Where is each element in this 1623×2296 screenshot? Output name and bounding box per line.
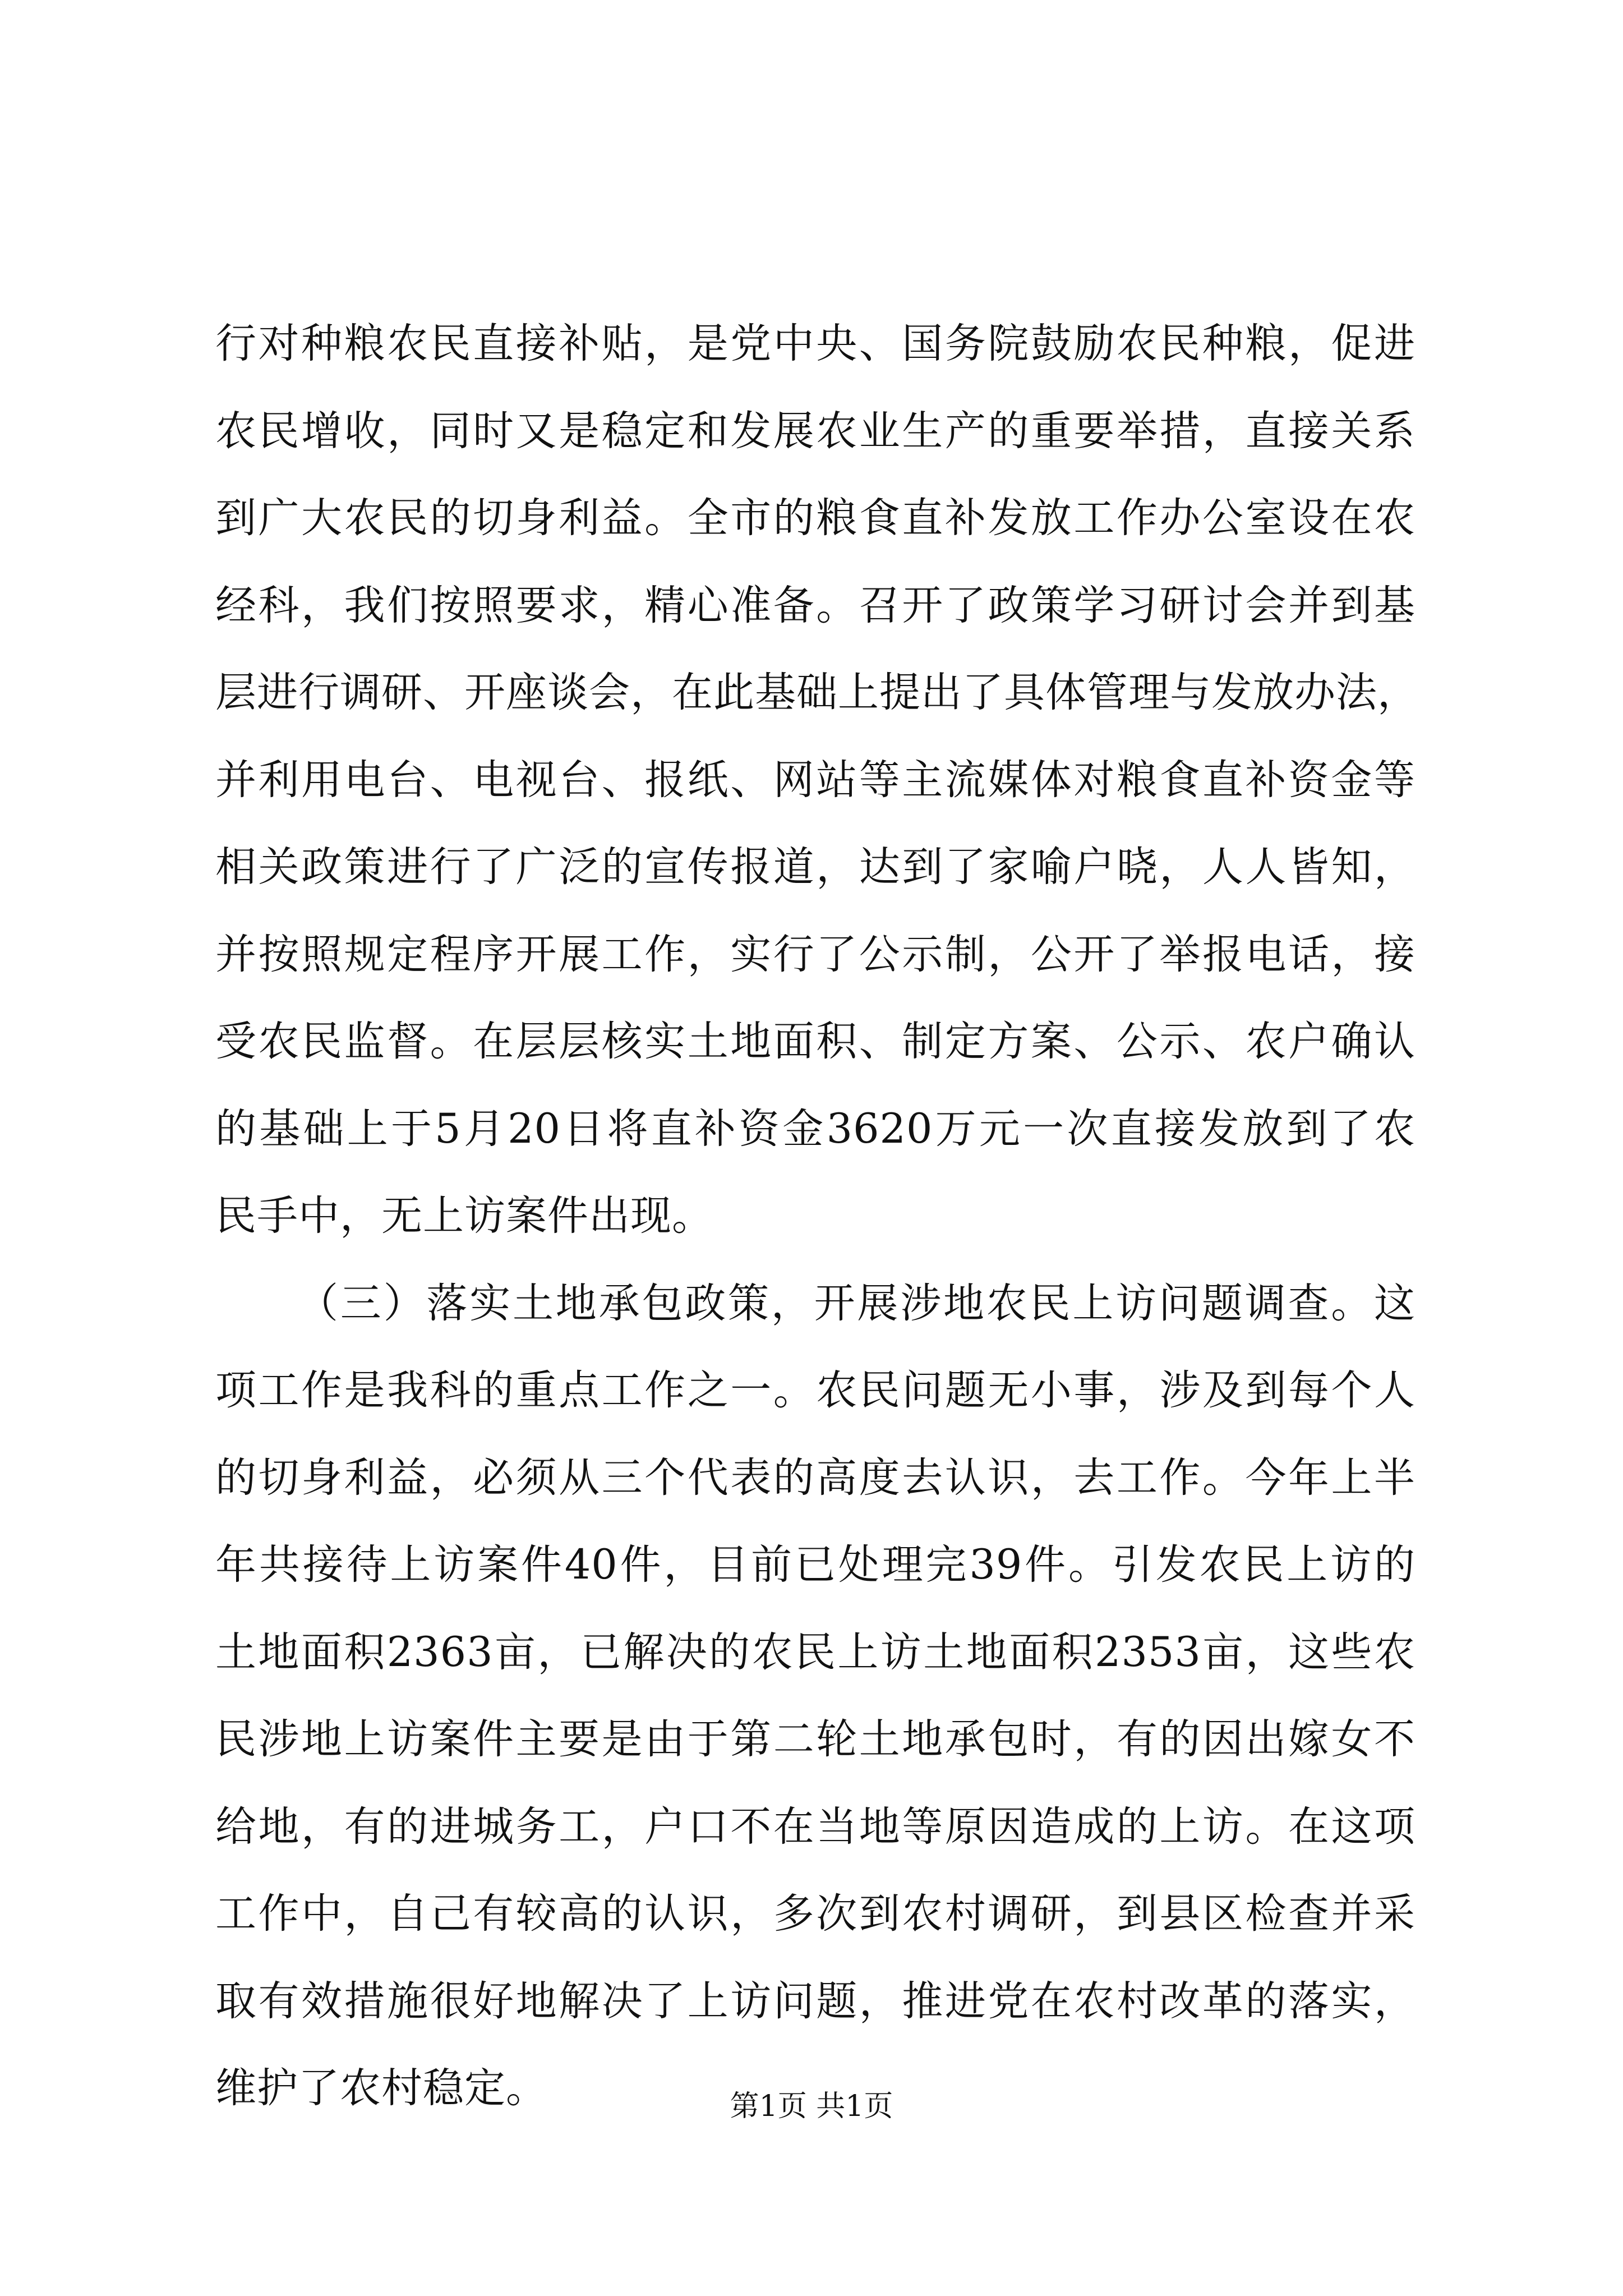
text-line: 的切身利益，必须从三个代表的高度去认识，去工作。今年上半 — [215, 1453, 1415, 1502]
text-line: 农民增收，同时又是稳定和发展农业生产的重要举措，直接关系 — [215, 407, 1415, 455]
document-body — [215, 300, 1419, 2132]
text-line: 土地面积2363亩，已解决的农民上访土地面积2353亩，这些农 — [215, 1628, 1415, 1676]
text-line: 给地，有的进城务工，户口不在当地等原因造成的上访。在这项 — [215, 1802, 1415, 1851]
text-line: 受农民监督。在层层核实土地面积、制定方案、公示、农户确认 — [215, 1018, 1415, 1065]
paragraph-end-line: 维护了农村稳定。 — [215, 2064, 547, 2112]
text-line: 取有效措施很好地解决了上访问题，推进党在农村改革的落实， — [215, 1977, 1415, 2025]
text-line: 经科，我们按照要求，精心准备。召开了政策学习研讨会并到基 — [215, 581, 1415, 629]
text-line: 层进行调研、开座谈会，在此基础上提出了具体管理与发放办法， — [215, 669, 1419, 716]
text-line: 并利用电台、电视台、报纸、网站等主流媒体对粮食直补资金等 — [215, 756, 1415, 804]
text-line: 年共接待上访案件40件，目前已处理完39件。引发农民上访的 — [215, 1541, 1415, 1589]
text-line: 民涉地上访案件主要是由于第二轮土地承包时，有的因出嫁女不 — [215, 1715, 1415, 1763]
text-line: 工作中，自己有较高的认识，多次到农村调研，到县区检查并采 — [215, 1890, 1415, 1938]
text-line: 项工作是我科的重点工作之一。农民问题无小事，涉及到每个人 — [215, 1366, 1415, 1414]
page-number-footer: 第1页 共1页 — [730, 2090, 893, 2123]
paragraph-end-line: 民手中，无上访案件出现。 — [215, 1192, 713, 1240]
text-line: 到广大农民的切身利益。全市的粮食直补发放工作办公室设在农 — [215, 494, 1415, 542]
text-line: 的基础上于5月20日将直补资金3620万元一次直接发放到了农 — [215, 1105, 1415, 1153]
text-line: 行对种粮农民直接补贴，是党中央、国务院鼓励农民种粮，促进 — [215, 320, 1415, 367]
text-line: 并按照规定程序开展工作，实行了公示制，公开了举报电话，接 — [215, 930, 1415, 978]
section-heading-line: （三）落实土地承包政策，开展涉地农民上访问题调查。这 — [297, 1279, 1415, 1327]
text-line: 相关政策进行了广泛的宣传报道，达到了家喻户晓，人人皆知， — [215, 843, 1415, 891]
